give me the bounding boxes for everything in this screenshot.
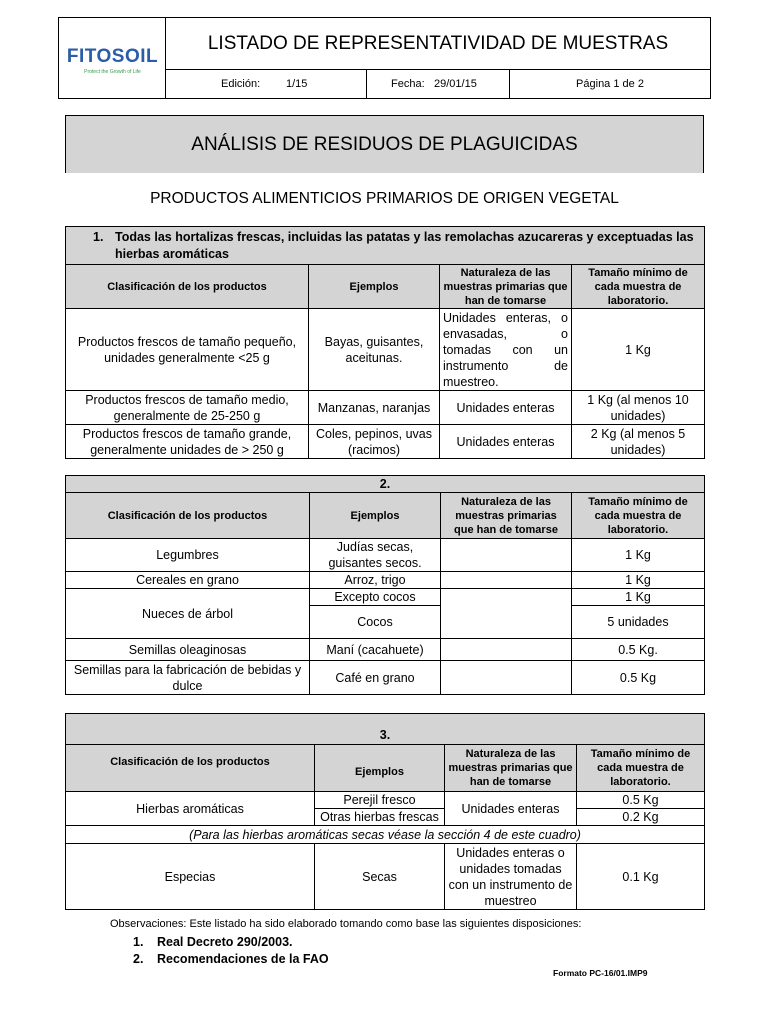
examples-cell: Manzanas, naranjas (309, 391, 440, 425)
examples-cell: Maní (cacahuete) (310, 639, 441, 661)
column-header-min-size: Tamaño mínimo de cada muestra de laboratorio. (572, 493, 705, 539)
min-size-cell: 0.1 Kg (577, 844, 705, 910)
observations-intro: Observaciones: Este listado ha sido elaborado tomando como base las siguientes disposiciones: (110, 918, 582, 930)
table-row (66, 425, 705, 459)
nature-cell (441, 661, 572, 695)
nature-cell (441, 539, 572, 572)
column-header-examples: Ejemplos (309, 265, 440, 309)
examples-cell: Cocos (310, 606, 441, 639)
min-size-cell: 1 Kg (572, 589, 705, 606)
examples-cell: Café en grano (310, 661, 441, 695)
column-header-nature: Naturaleza de las muestras primarias que han de tomarse (440, 265, 572, 309)
min-size-cell: 1 Kg (572, 309, 705, 391)
min-size-cell: 2 Kg (al menos 5 unidades) (572, 425, 705, 459)
logo-tagline: Protect the Growth of Life (84, 69, 141, 75)
examples-cell: Perejil fresco (315, 792, 445, 809)
nature-cell: Unidades enteras (440, 391, 572, 425)
list-item-number: 1. (133, 935, 144, 949)
table-row (66, 661, 705, 695)
table-section-1 (65, 226, 705, 459)
list-item (133, 951, 633, 968)
page-number: Página 1 de 2 (576, 78, 644, 90)
logo-text: FITOSOIL (66, 46, 159, 67)
examples-cell: Secas (315, 844, 445, 910)
column-header-nature: Naturaleza de las muestras primarias que han de tomarse (441, 493, 572, 539)
list-item (133, 934, 633, 951)
table-row (66, 844, 705, 910)
min-size-cell: 1 Kg (al menos 10 unidades) (572, 391, 705, 425)
page-title: LISTADO DE REPRESENTATIVIDAD DE MUESTRAS (166, 18, 710, 70)
nature-cell (441, 589, 572, 639)
table-section-3 (65, 713, 705, 910)
list-item-text: Recomendaciones de la FAO (157, 952, 329, 966)
table-row (66, 309, 705, 391)
classification-cell: Especias (66, 844, 315, 910)
examples-cell: Otras hierbas frescas (315, 809, 445, 826)
classification-cell: Nueces de árbol (66, 589, 310, 639)
examples-cell: Excepto cocos (310, 589, 441, 606)
edition-cell (166, 70, 367, 98)
classification-cell: Cereales en grano (66, 572, 310, 589)
banner (65, 115, 704, 173)
table-section-2 (65, 475, 705, 695)
section-1-title: Todas las hortalizas frescas, incluidas las patatas y las remolachas azucareras y exceptuadas las hierbas aromáticas (115, 229, 694, 261)
table-row (66, 639, 705, 661)
min-size-cell: 0.5 Kg (572, 661, 705, 695)
nature-cell: Unidades enteras (445, 792, 577, 826)
logo (59, 18, 166, 98)
classification-cell: Productos frescos de tamaño pequeño, unidades generalmente <25 g (66, 309, 309, 391)
table-row (66, 792, 705, 809)
nature-cell (441, 572, 572, 589)
min-size-cell: 0.5 Kg. (572, 639, 705, 661)
classification-cell: Semillas oleaginosas (66, 639, 310, 661)
min-size-cell: 0.5 Kg (577, 792, 705, 809)
examples-cell: Arroz, trigo (310, 572, 441, 589)
min-size-cell: 5 unidades (572, 606, 705, 639)
date-value: 29/01/15 (434, 78, 477, 90)
section-3-note: (Para las hierbas aromáticas secas véase la sección 4 de este cuadro) (66, 826, 705, 844)
classification-cell: Productos frescos de tamaño medio, generalmente de 25-250 g (66, 391, 309, 425)
table-row (66, 539, 705, 572)
observations-list (133, 934, 633, 968)
date-cell (367, 70, 510, 98)
examples-cell: Judías secas, guisantes secos. (310, 539, 441, 572)
examples-cell: Bayas, guisantes, aceitunas. (309, 309, 440, 391)
examples-cell: Coles, pepinos, uvas (racimos) (309, 425, 440, 459)
nature-cell: Unidades enteras o unidades tomadas con un instrumento de muestreo (445, 844, 577, 910)
list-item-text: Real Decreto 290/2003. (157, 935, 293, 949)
nature-cell: Unidades enteras, o envasadas, o tomadas con un instrumento de muestreo. (440, 309, 572, 391)
classification-cell: Productos frescos de tamaño grande, generalmente unidades de > 250 g (66, 425, 309, 459)
nature-cell: Unidades enteras (440, 425, 572, 459)
format-code: Formato PC-16/01.IMP9 (553, 968, 648, 978)
table-row (66, 589, 705, 606)
column-header-min-size: Tamaño mínimo de cada muestra de laboratorio. (577, 745, 705, 792)
document-header (58, 17, 711, 99)
classification-cell: Hierbas aromáticas (66, 792, 315, 826)
nature-cell (441, 639, 572, 661)
column-header-min-size: Tamaño mínimo de cada muestra de laboratorio. (572, 265, 705, 309)
subtitle: PRODUCTOS ALIMENTICIOS PRIMARIOS DE ORIGEN VEGETAL (150, 190, 619, 207)
column-header-nature: Naturaleza de las muestras primarias que han de tomarse (445, 745, 577, 792)
section-1-number: 1. (93, 229, 104, 244)
edition-label: Edición: (221, 78, 261, 90)
column-header-classification: Clasificación de los productos (66, 265, 309, 309)
table-row (66, 572, 705, 589)
min-size-cell: 0.2 Kg (577, 809, 705, 826)
edition-value: 1/15 (286, 78, 308, 90)
banner-title: ANÁLISIS DE RESIDUOS DE PLAGUICIDAS (191, 134, 578, 155)
section-2-number: 2. (66, 476, 705, 493)
column-header-examples: Ejemplos (310, 493, 441, 539)
section-3-number: 3. (66, 714, 705, 745)
classification-cell: Legumbres (66, 539, 310, 572)
table-row (66, 391, 705, 425)
section-1-title-cell (66, 227, 705, 265)
classification-cell: Semillas para la fabricación de bebidas y dulce (66, 661, 310, 695)
column-header-examples: Ejemplos (315, 745, 445, 792)
date-label: Fecha: (391, 78, 425, 90)
list-item-number: 2. (133, 952, 144, 966)
column-header-classification: Clasificación de los productos (66, 493, 310, 539)
min-size-cell: 1 Kg (572, 539, 705, 572)
min-size-cell: 1 Kg (572, 572, 705, 589)
column-header-classification: Clasificación de los productos (66, 745, 315, 792)
